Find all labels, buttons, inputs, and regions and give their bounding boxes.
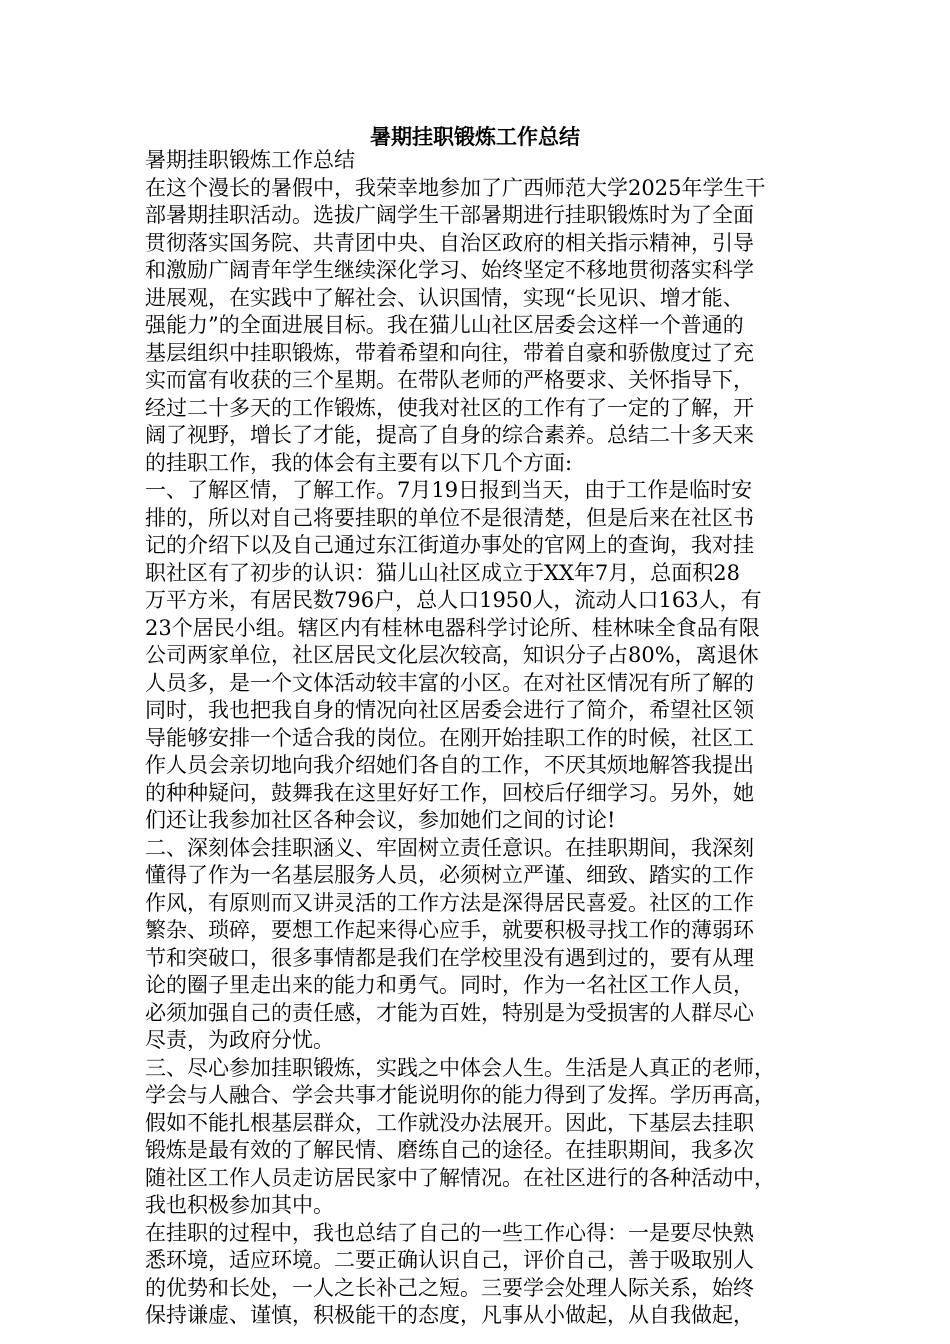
body-line: 实而富有收获的三个星期。在带队老师的严格要求、关怀指导下， <box>145 368 754 392</box>
body-line: 同时，我也把我自身的情况向社区居委会进行了简介，希望社区领 <box>145 698 754 722</box>
body-line: 万平方米，有居民数796户，总人口1950人，流动人口163人，有 <box>145 588 762 612</box>
body-line: 在这个漫长的暑假中，我荣幸地参加了广西师范大学2025年学生干 <box>145 175 766 200</box>
body-line: 的优势和长处，一人之长补己之短。三要学会处理人际关系，始终 <box>145 1275 754 1300</box>
body-line: 必须加强自己的责任感，才能为百姓，特别是为受损害的人群尽心 <box>145 1000 754 1025</box>
body-line: 作风，有原则而又讲灵活的工作方法是深得居民喜爱。社区的工作 <box>145 890 754 915</box>
body-line: 作人员会亲切地向我介绍她们各自的工作，不厌其烦地解答我提出 <box>145 753 754 777</box>
body-line: 23个居民小组。辖区内有桂林电器科学讨论所、桂林味全食品有限 <box>145 615 760 640</box>
body-line: 强能力”的全面进展目标。我在猫儿山社区居委会这样一个普通的 <box>145 313 744 337</box>
document-body <box>145 147 805 1330</box>
body-line: 繁杂、琐碎，要想工作起来得心应手，就要积极寻找工作的薄弱环 <box>145 918 754 942</box>
body-line: 学会与人融合、学会共事才能说明你的能力得到了发挥。学历再高， <box>145 1083 775 1107</box>
body-line: 的挂职工作，我的体会有主要有以下几个方面: <box>145 450 573 475</box>
body-line: 懂得了作为一名基层服务人员，必须树立严谨、细致、踏实的工作 <box>145 863 754 887</box>
body-line: 暑期挂职锻炼工作总结 <box>145 148 355 172</box>
body-line: 进展观，在实践中了解社会、认识国情，实现“长见识、增才能、 <box>145 285 744 310</box>
body-line: 阔了视野，增长了才能，提高了自身的综合素养。总结二十多天来 <box>145 423 754 447</box>
body-line: 锻炼是最有效的了解民情、磨练自己的途径。在挂职期间，我多次 <box>145 1138 754 1162</box>
body-line: 尽责，为政府分忧。 <box>145 1028 334 1052</box>
body-line: 我也积极参加其中。 <box>145 1193 334 1217</box>
document-title: 暑期挂职锻炼工作总结 <box>370 124 580 149</box>
body-line: 论的圈子里走出来的能力和勇气。同时，作为一名社区工作人员， <box>145 973 754 997</box>
body-line: 职社区有了初步的认识：猫儿山社区成立于XX年7月，总面积28 <box>145 560 740 585</box>
body-line: 和激励广阔青年学生继续深化学习、始终坚定不移地贯彻落实科学 <box>145 258 754 282</box>
body-line: 部暑期挂职活动。选拔广阔学生干部暑期进行挂职锻炼时为了全面 <box>145 203 754 227</box>
body-line: 随社区工作人员走访居民家中了解情况。在社区进行的各种活动中， <box>145 1165 775 1190</box>
body-line: 三、尽心参加挂职锻炼，实践之中体会人生。生活是人真正的老师， <box>145 1055 775 1080</box>
body-line: 假如不能扎根基层群众，工作就没办法展开。因此，下基层去挂职 <box>145 1110 754 1135</box>
body-line: 节和突破口，很多事情都是我们在学校里没有遇到过的，要有从理 <box>145 945 754 970</box>
body-line: 记的介绍下以及自己通过东江街道办事处的官网上的查询，我对挂 <box>145 533 754 557</box>
body-line: 一、了解区情，了解工作。7月19日报到当天，由于工作是临时安 <box>145 478 753 502</box>
body-line: 排的，所以对自己将要挂职的单位不是很清楚，但是后来在社区书 <box>145 505 754 530</box>
body-line: 贯彻落实国务院、共青团中央、自治区政府的相关指示精神，引导 <box>145 230 754 255</box>
body-line: 在挂职的过程中，我也总结了自己的一些工作心得：一是要尽快熟 <box>145 1220 754 1245</box>
body-line: 公司两家单位，社区居民文化层次较高，知识分子占80%，离退休 <box>145 643 759 667</box>
body-line: 保持谦虚、谨慎，积极能干的态度，凡事从小做起，从自我做起， <box>145 1303 754 1327</box>
body-line: 的种种疑问，鼓舞我在这里好好工作，回校后仔细学习。另外，她 <box>145 780 754 805</box>
body-line: 们还让我参加社区各种会议，参加她们之间的讨论! <box>145 808 616 832</box>
body-line: 人员多，是一个文体活动较丰富的小区。在对社区情况有所了解的 <box>145 670 754 695</box>
body-line: 悉环境，适应环境。二要正确认识自己，评价自己，善于吸取别人 <box>145 1248 754 1272</box>
body-line: 基层组织中挂职锻炼，带着希望和向往，带着自豪和骄傲度过了充 <box>145 340 754 365</box>
body-line: 经过二十多天的工作锻炼，使我对社区的工作有了一定的了解，开 <box>145 395 754 420</box>
body-line: 二、深刻体会挂职涵义、牢固树立责任意识。在挂职期间，我深刻 <box>145 835 754 860</box>
body-line: 导能够安排一个适合我的岗位。在刚开始挂职工作的时候，社区工 <box>145 725 754 750</box>
